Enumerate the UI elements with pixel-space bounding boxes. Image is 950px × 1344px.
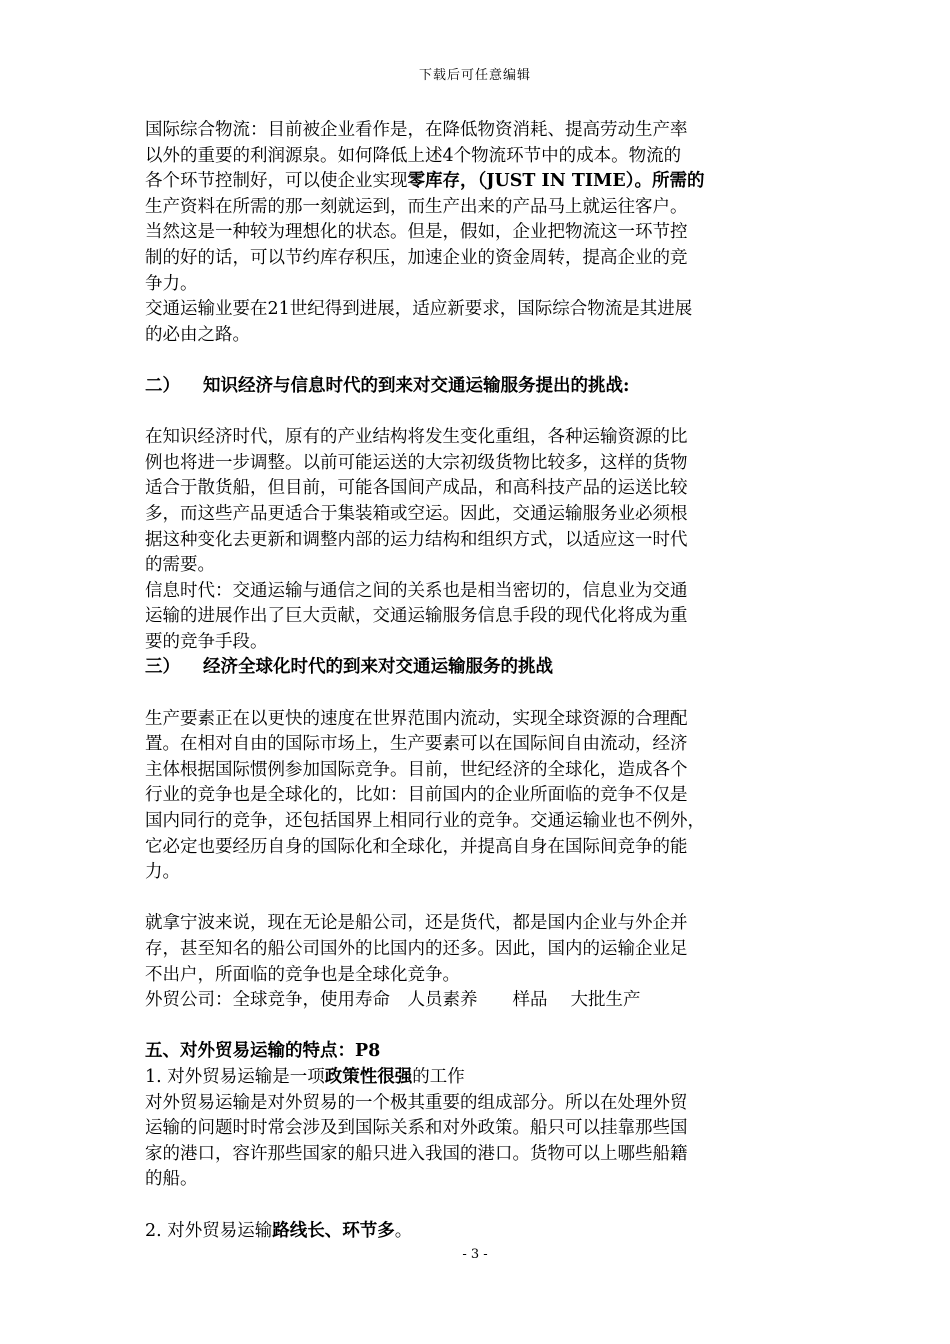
body-line: 的必由之路。 [145,324,250,345]
body-line: 争力。 [145,273,198,294]
body-line: 的需要。 [145,555,215,576]
body-line-with-emphasis: 各个环节控制好，可以使企业实现零库存，（JUST IN TIME）。所需的 [145,171,705,192]
section-heading-2: 二） 知识经济与信息时代的到来对交通运输服务提出的挑战: [145,375,630,396]
body-line: 当然这是一种较为理想化的状态。但是，假如，企业把物流这一环节控 [145,222,688,243]
body-line: 就拿宁波来说，现在无论是船公司，还是货代，都是国内企业与外企并 [145,913,688,934]
body-line: 它必定也要经历自身的国际化和全球化，并提高自身在国际间竞争的能 [145,836,688,857]
body-line: 行业的竞争也是全球化的，比如：目前国内的企业所面临的竞争不仅是 [145,785,688,806]
page-header: 下载后可任意编辑 [418,68,531,83]
body-line: 不出户，所面临的竞争也是全球化竞争。 [145,964,460,985]
body-line: 运输的问题时时常会涉及到国际关系和对外政策。船只可以挂靠那些国 [145,1118,688,1139]
body-line: 运输的进展作出了巨大贡献，交通运输服务信息手段的现代化将成为重 [145,606,688,627]
list-item-1: 1. 对外贸易运输是一项政策性很强的工作 [145,1066,465,1087]
page-number: - 3 - [462,1247,488,1262]
body-line: 置。在相对自由的国际市场上，生产要素可以在国际间自由流动，经济 [145,734,688,755]
body-line: 据这种变化去更新和调整内部的运力结构和组织方式，以适应这一时代 [145,529,688,550]
body-line: 要的竞争手段。 [145,631,268,652]
body-line: 力。 [145,862,180,883]
body-line: 国内同行的竞争，还包括国界上相同行业的竞争。交通运输业也不例外， [145,811,705,832]
body-line: 制的好的话，可以节约库存积压，加速企业的资金周转，提高企业的竞 [145,247,688,268]
body-line: 家的港口，容许那些国家的船只进入我国的港口。货物可以上哪些船籍 [145,1143,688,1164]
section-heading-3: 三） 经济全球化时代的到来对交通运输服务的挑战 [145,657,553,678]
body-line: 交通运输业要在21世纪得到进展，适应新要求，国际综合物流是其进展 [145,299,693,320]
section-heading-5: 五、对外贸易运输的特点：P8 [145,1041,381,1062]
body-line: 对外贸易运输是对外贸易的一个极其重要的组成部分。所以在处理外贸 [145,1092,688,1113]
jit-term: （JUST IN TIME）。所需的 [477,171,705,192]
body-line: 多，而这些产品更适合于集装箱或空运。因此，交通运输服务业必须根 [145,503,688,524]
body-line: 在知识经济时代，原有的产业结构将发生变化重组，各种运输资源的比 [145,427,688,448]
body-line: 以外的重要的利润源泉。如何降低上述4个物流环节中的成本。物流的 [145,145,682,166]
body-line: 国际综合物流：目前被企业看作是，在降低物资消耗、提高劳动生产率 [145,120,688,140]
body-line: 适合于散货船，但目前，可能各国间产成品，和高科技产品的运送比较 [145,478,688,499]
body-line: 外贸公司：全球竞争，使用寿命 人员素养 样品 大批生产 [145,990,641,1011]
document-body [145,118,787,1244]
body-line: 例也将进一步调整。以前可能运送的大宗初级货物比较多，这样的货物 [145,452,688,473]
body-line: 生产资料在所需的那一刻就运到，而生产出来的产品马上就运往客户。 [145,196,688,217]
zero-inventory-term: 零库存， [407,171,478,192]
body-line: 主体根据国际惯例参加国际竞争。目前，世纪经济的全球化，造成各个 [145,759,688,780]
body-line: 存，甚至知名的船公司国外的比国内的还多。因此，国内的运输企业足 [145,939,688,959]
list-item-2: 2. 对外贸易运输路线长、环节多。 [145,1220,413,1241]
body-line: 的船。 [145,1169,198,1190]
body-line: 信息时代：交通运输与通信之间的关系也是相当密切的，信息业为交通 [145,580,688,601]
body-line: 生产要素正在以更快的速度在世界范围内流动，实现全球资源的合理配 [145,708,688,729]
